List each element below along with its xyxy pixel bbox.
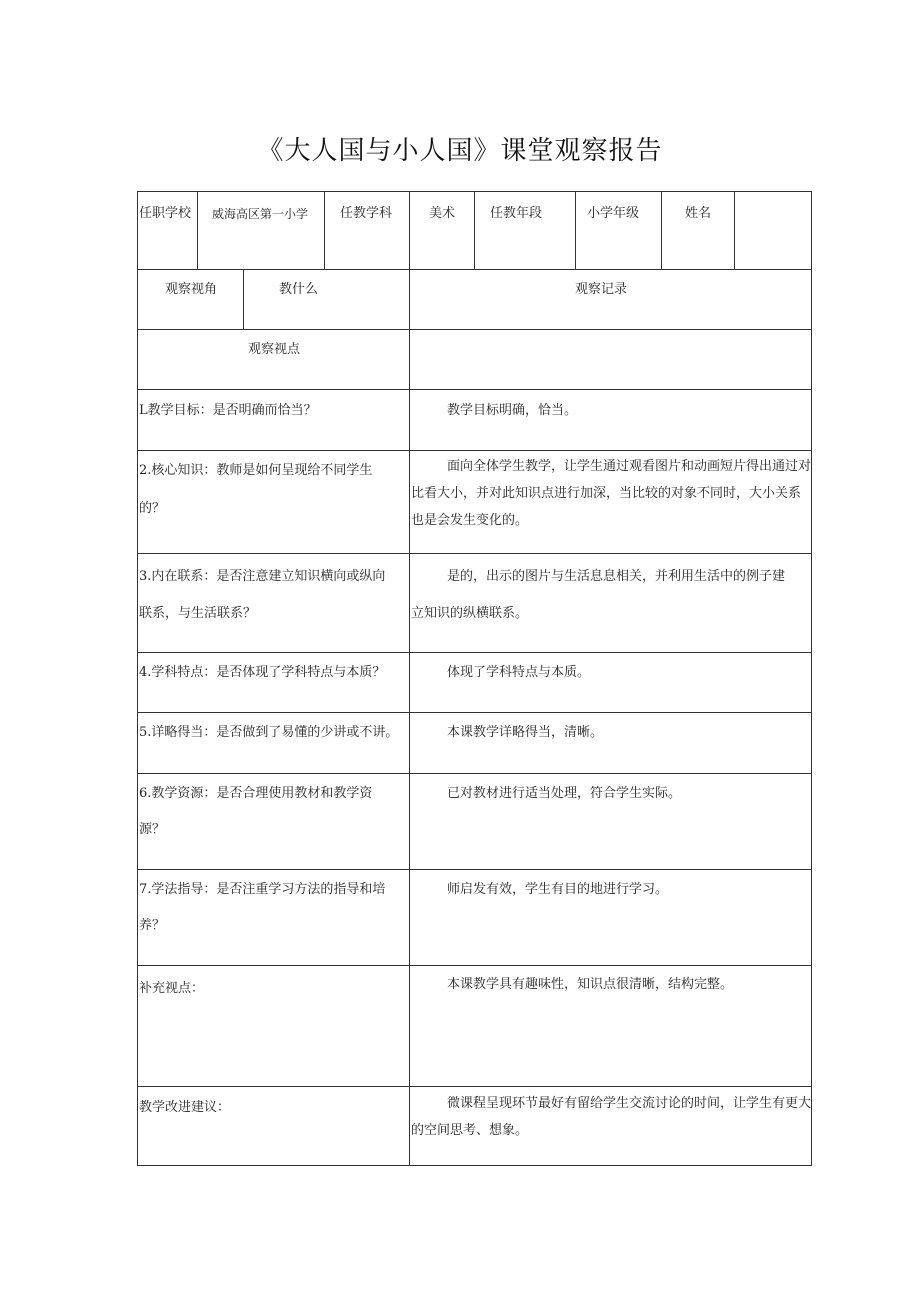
supplement-answer: 本课教学具有趣味性，知识点很清晰，结构完整。	[447, 977, 734, 992]
rule-row-7	[137, 965, 812, 966]
point-header: 观察视点	[248, 342, 301, 357]
suggestion-label: 教学改进建议：	[139, 1100, 231, 1115]
row-2-question: 2.核心知识：教师是如何呈现给不同学生	[139, 463, 373, 478]
supplement-label: 补充视点：	[139, 981, 205, 996]
row-3-question-cont: 联系，与生活联系？	[139, 606, 257, 621]
suggestion-answer-line-2: 的空间思考、想象。	[411, 1123, 529, 1138]
rule-bottom	[137, 1165, 812, 1166]
rule-row-2	[137, 553, 812, 554]
rule-h2	[324, 191, 325, 269]
school-value: 威海高区第一小学	[212, 207, 309, 221]
row-6-answer: 已对教材进行适当处理，符合学生实际。	[447, 786, 682, 801]
rule-row-1	[137, 450, 812, 451]
rule-row-6	[137, 869, 812, 870]
row-2-answer-line-3: 也是会发生变化的。	[411, 513, 529, 528]
what-header: 教什么	[279, 282, 319, 297]
rule-middle	[409, 191, 410, 1166]
observation-table	[137, 191, 812, 1166]
rule-h4	[474, 191, 475, 269]
rule-c1	[243, 269, 244, 329]
rule-h7	[734, 191, 735, 269]
rule-h1	[197, 191, 198, 269]
rule-columns	[137, 329, 812, 330]
rule-left	[137, 191, 138, 1166]
row-7-answer: 师启发有效，学生有目的地进行学习。	[447, 882, 669, 897]
row-3-answer-line-2: 立知识的纵横联系。	[411, 606, 529, 621]
row-4-answer: 体现了学科特点与本质。	[447, 665, 591, 680]
row-2-question-cont: 的？	[139, 501, 166, 516]
row-5-question: 5.详略得当：是否做到了易懂的少讲或不讲。	[139, 725, 399, 740]
page-title: 《大人国与小人国》课堂观察报告	[257, 136, 663, 166]
rule-h5	[575, 191, 576, 269]
row-7-question: 7.学法指导：是否注重学习方法的指导和培	[139, 882, 386, 897]
subject-value: 美术	[429, 206, 456, 221]
row-1-answer: 教学目标明确，恰当。	[447, 403, 578, 418]
perspective-header: 观察视角	[165, 282, 218, 297]
rule-right	[811, 191, 812, 1166]
subject-label: 任教学科	[340, 206, 393, 221]
rule-header	[137, 269, 812, 270]
rule-row-8	[137, 1086, 812, 1087]
rule-row-4	[137, 712, 812, 713]
grade-label: 任教年段	[490, 206, 543, 221]
row-6-question-cont: 源？	[139, 822, 166, 837]
row-3-answer: 是的，出示的图片与生活息息相关，并利用生活中的例子建	[447, 569, 786, 584]
rule-row-5	[137, 773, 812, 774]
row-4-question: 4.学科特点：是否体现了学科特点与本质？	[139, 665, 386, 680]
suggestion-answer: 微课程呈现环节最好有留给学生交流讨论的时间，让学生有更大	[447, 1096, 812, 1111]
rule-point	[137, 389, 812, 390]
name-label: 姓名	[685, 206, 712, 221]
row-3-question: 3.内在联系：是否注意建立知识横向或纵向	[139, 569, 386, 584]
grade-value: 小学年级	[587, 206, 640, 221]
school-label: 任职学校	[139, 206, 192, 221]
row-2-answer-line-2: 比看大小，并对此知识点进行加深，当比较的对象不同时，大小关系	[411, 486, 802, 501]
rule-h6	[661, 191, 662, 269]
row-7-question-cont: 养？	[139, 918, 166, 933]
row-1-question: L教学目标：是否明确而恰当？	[139, 403, 317, 418]
rule-row-3	[137, 652, 812, 653]
row-6-question: 6.教学资源：是否合理使用教材和教学资	[139, 786, 373, 801]
row-5-answer: 本课教学详略得当，清晰。	[447, 725, 604, 740]
row-2-answer: 面向全体学生教学，让学生通过观看图片和动画短片得出通过对	[447, 459, 812, 474]
record-header: 观察记录	[575, 282, 628, 297]
